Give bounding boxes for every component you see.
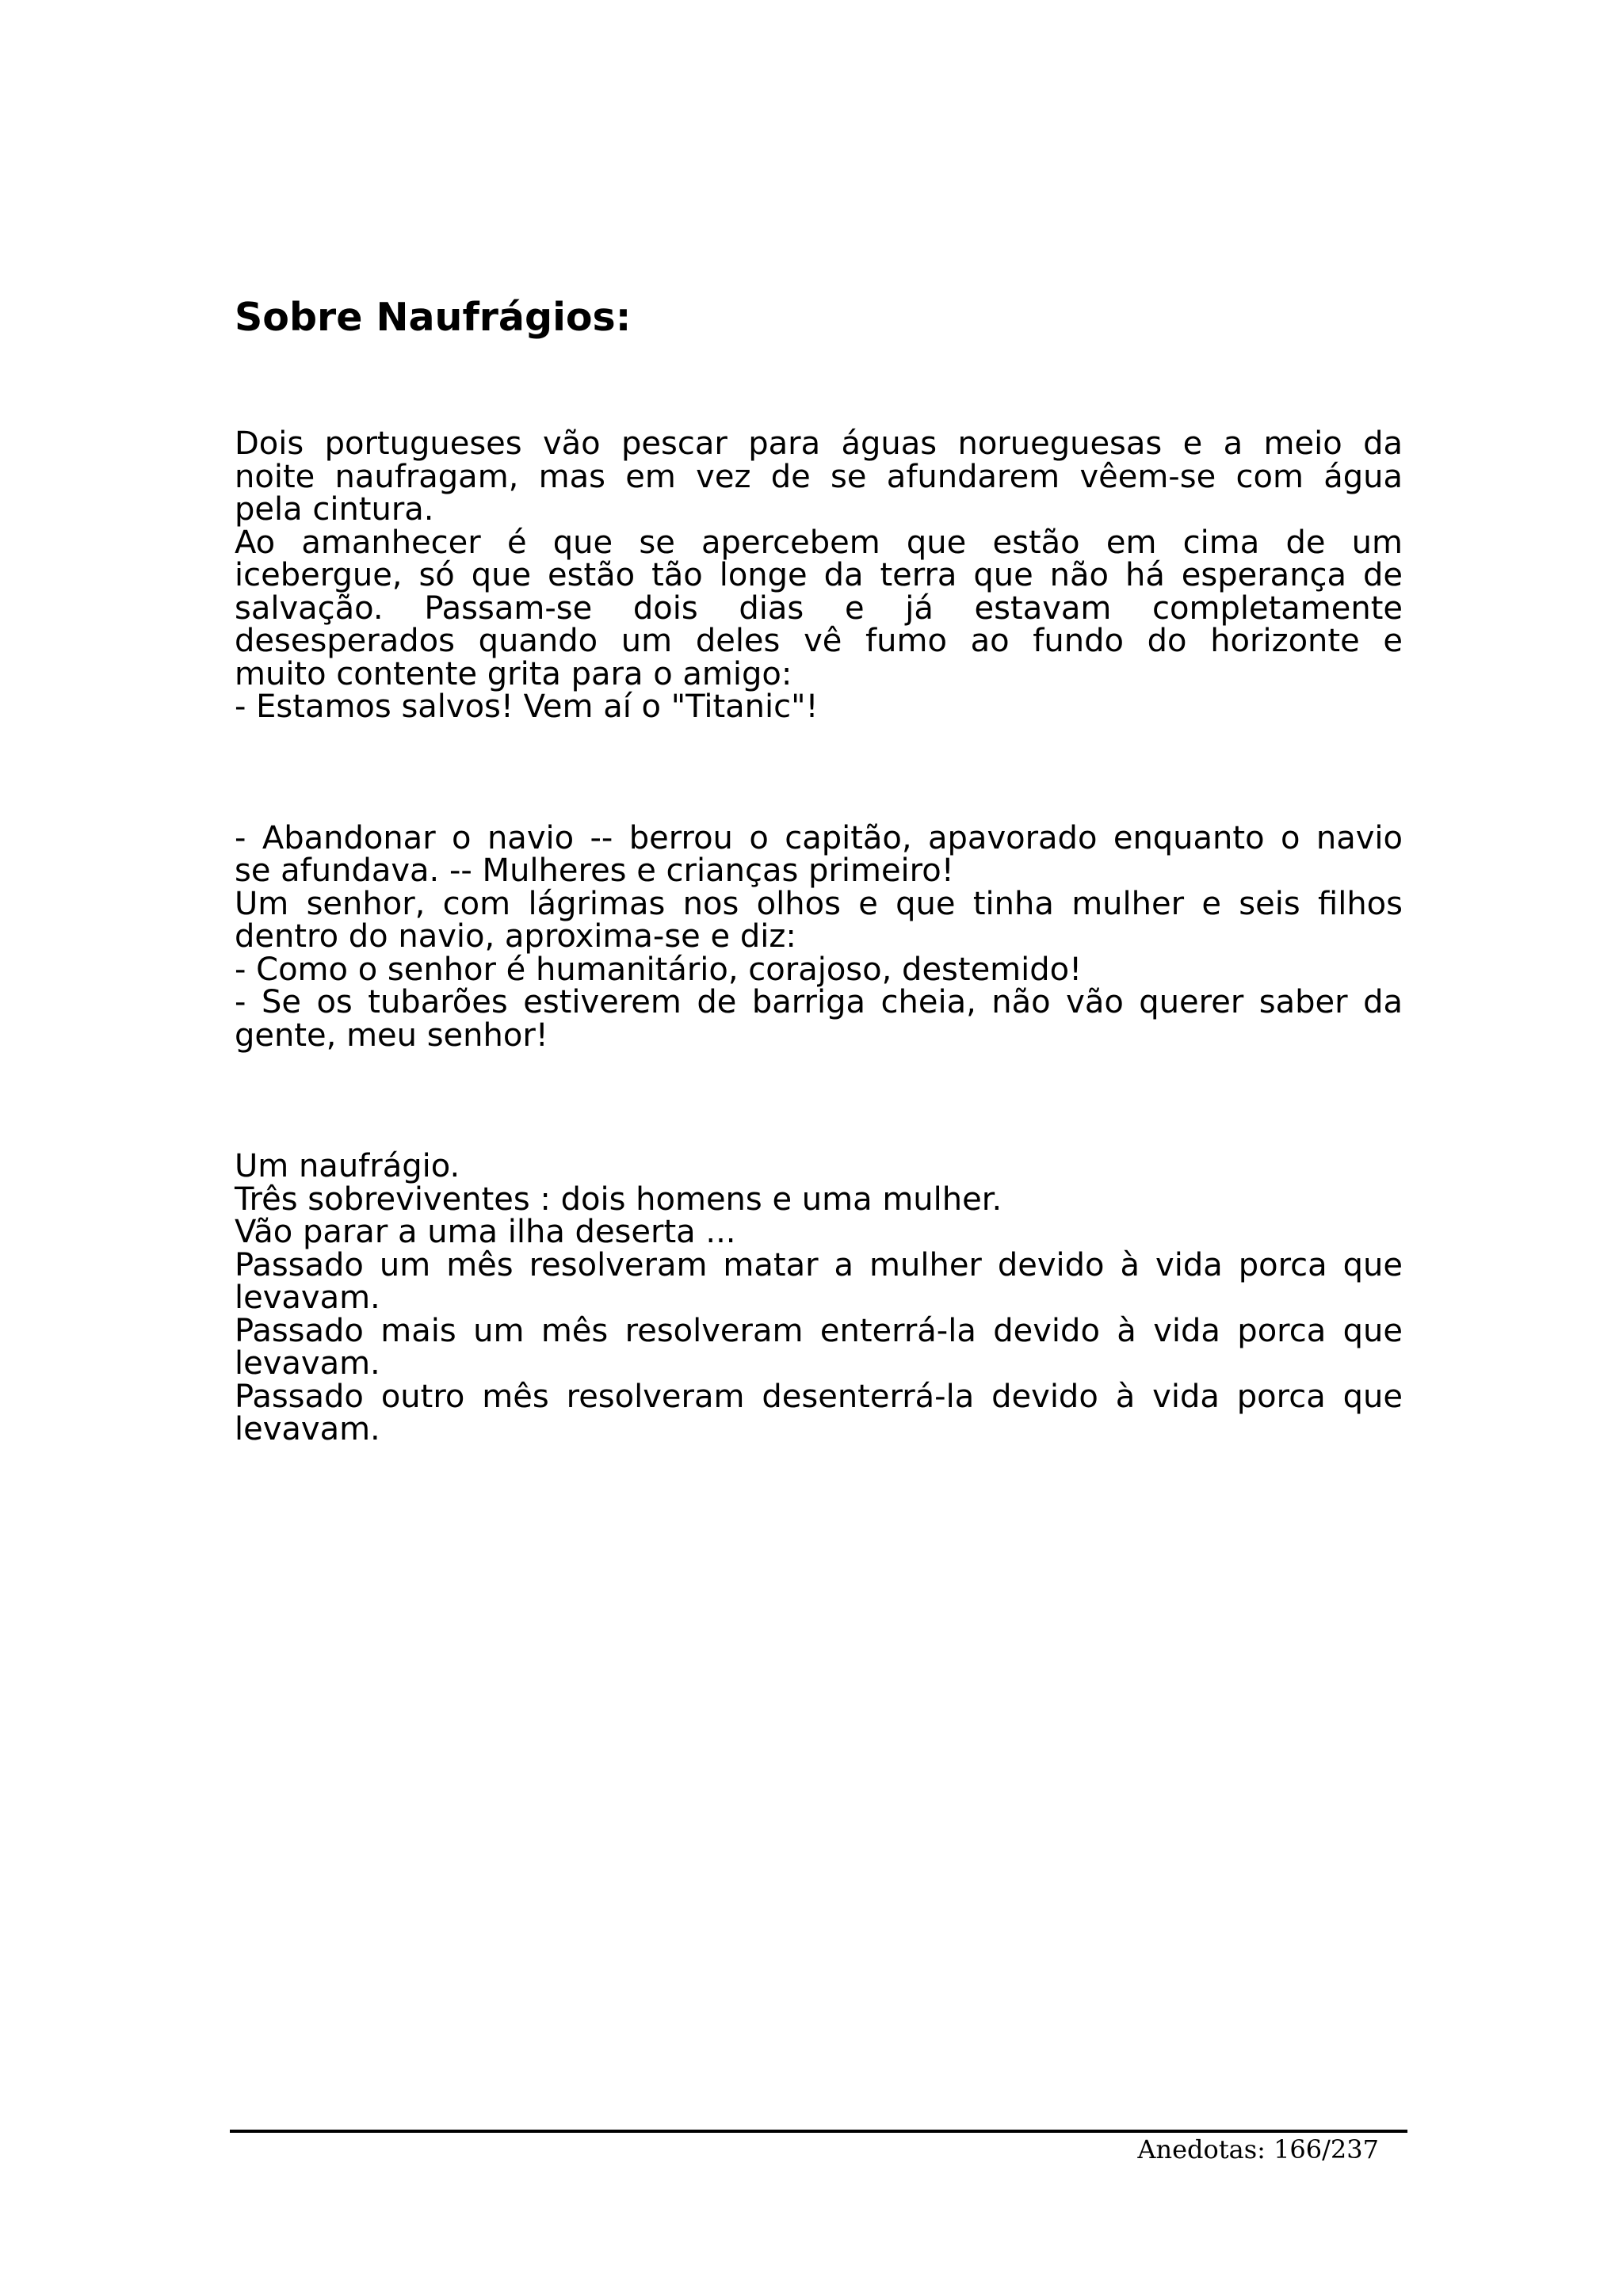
text-line: muito contente grita para o amigo: bbox=[235, 655, 792, 692]
text-line: Dois portugueses vão pescar para águas norueguesas e a meio da bbox=[235, 425, 1403, 462]
text-line: Três sobreviventes : dois homens e uma mulher. bbox=[235, 1180, 1002, 1218]
text-line: Ao amanhecer é que se apercebem que estão em cima de um bbox=[235, 524, 1403, 561]
text-line: - Como o senhor é humanitário, corajoso, destemido! bbox=[235, 951, 1083, 988]
text-line: levavam. bbox=[235, 1345, 380, 1382]
section-title: Sobre Naufrágios: bbox=[235, 295, 632, 340]
joke-paragraph bbox=[235, 1150, 1403, 1447]
text-line: desesperados quando um deles vê fumo ao fundo do horizonte e bbox=[235, 623, 1403, 659]
text-line: se afundava. -- Mulheres e crianças primeiro! bbox=[235, 852, 954, 889]
joke-paragraph bbox=[235, 425, 1403, 725]
text-line: Passado um mês resolveram matar a mulher devido à vida porca que bbox=[235, 1246, 1403, 1283]
text-line: Passado outro mês resolveram desenterrá-la devido à vida porca que bbox=[235, 1378, 1403, 1415]
text-line: Vão parar a uma ilha deserta ... bbox=[235, 1214, 736, 1250]
text-line: - Estamos salvos! Vem aí o "Titanic"! bbox=[235, 688, 819, 725]
jokes-content bbox=[235, 425, 1403, 1447]
text-line: Um senhor, com lágrimas nos olhos e que tinha mulher e seis filhos bbox=[235, 885, 1403, 922]
page-number-footer: Anedotas: 166/237 bbox=[1137, 2134, 1379, 2164]
joke-paragraph bbox=[235, 819, 1403, 1054]
text-line: - Abandonar o navio -- berrou o capitão, apavorado enquanto o navio bbox=[235, 819, 1403, 856]
text-line: levavam. bbox=[235, 1280, 380, 1316]
text-line: pela cintura. bbox=[235, 491, 434, 528]
text-line: dentro do navio, aproxima-se e diz: bbox=[235, 918, 796, 955]
footer-divider bbox=[230, 2130, 1407, 2133]
text-line: icebergue, só que estão tão longe da terra que não há esperança de bbox=[235, 557, 1403, 593]
text-line: - Se os tubarões estiverem de barriga cheia, não vão querer saber da bbox=[235, 984, 1403, 1020]
text-line: noite naufragam, mas em vez de se afundarem vêem-se com água bbox=[235, 458, 1403, 495]
text-line: Um naufrágio. bbox=[235, 1148, 460, 1184]
text-line: salvação. Passam-se dois dias e já estavam completamente bbox=[235, 589, 1403, 627]
text-line: levavam. bbox=[235, 1411, 380, 1447]
text-line: gente, meu senhor! bbox=[235, 1016, 548, 1054]
text-line: Passado mais um mês resolveram enterrá-la devido à vida porca que bbox=[235, 1312, 1403, 1349]
